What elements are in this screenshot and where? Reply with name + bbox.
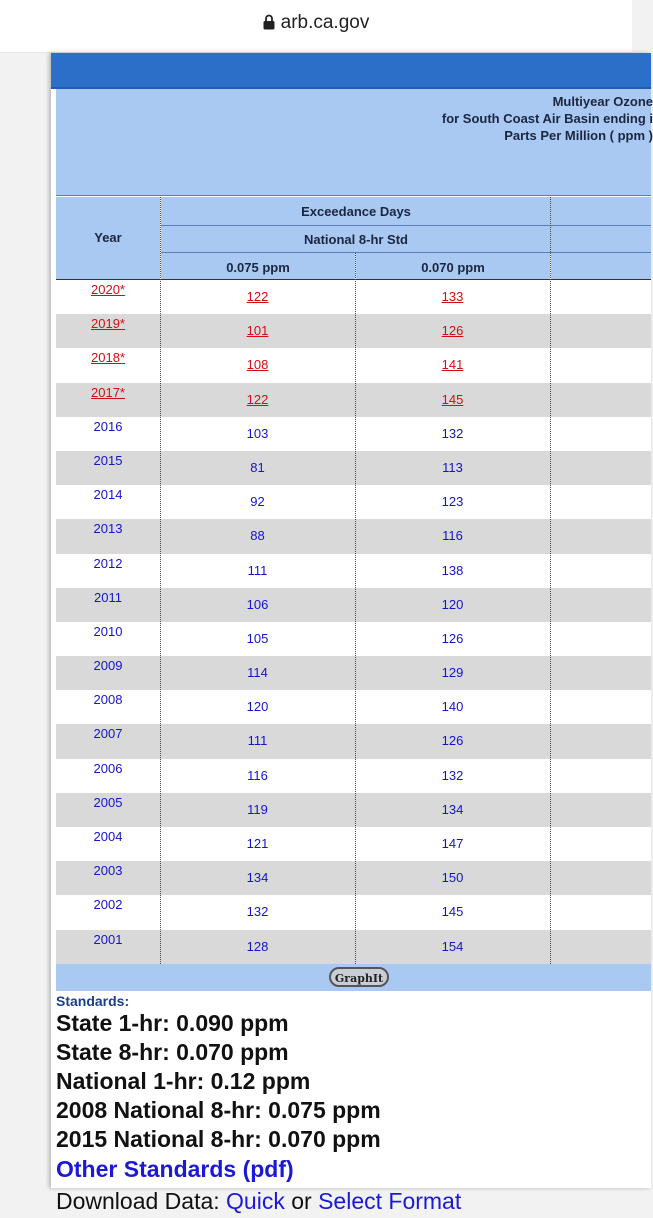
year-cell: 2009	[93, 658, 123, 674]
exceedance-075-cell: 134	[246, 870, 269, 886]
exceedance-075-cell: 128	[246, 938, 269, 954]
exceedance-070-cell: 132	[441, 767, 464, 783]
year-header-label: Year	[94, 230, 122, 245]
title-line-2: for South Coast Air Basin ending i	[441, 111, 653, 126]
url-text: arb.ca.gov	[280, 12, 370, 33]
exceedance-070-cell[interactable]: 133	[441, 289, 464, 304]
year-cell[interactable]: 2020*	[91, 282, 125, 297]
exceedance-075-cell: 120	[246, 699, 269, 715]
column-divider	[160, 197, 161, 964]
exceedance-070-cell: 126	[441, 630, 464, 646]
exceedance-070-cell: 129	[441, 665, 464, 681]
year-cell: 2008	[93, 692, 123, 708]
exceedance-070-cell: 138	[441, 562, 464, 578]
header-divider	[161, 225, 651, 226]
year-cell: 2004	[93, 829, 123, 844]
exceedance-070-cell: 126	[441, 733, 464, 749]
standards-section	[56, 993, 651, 1218]
table-row	[56, 622, 651, 656]
header-divider	[161, 252, 651, 253]
standards-heading: Standards:	[56, 993, 130, 1009]
exceedance-header	[161, 197, 651, 225]
exceedance-070-cell: 140	[441, 699, 464, 715]
year-cell: 2010	[93, 623, 123, 639]
table-row	[56, 793, 651, 827]
exceedance-075-cell: 103	[246, 425, 269, 441]
year-cell: 2016	[93, 418, 123, 434]
table-row	[56, 724, 651, 758]
table-row	[56, 485, 651, 519]
year-cell[interactable]: 2017*	[91, 384, 125, 400]
exceedance-075-cell: 105	[246, 630, 269, 646]
exceedance-070-cell: 147	[441, 836, 464, 851]
exceedance-070-cell: 145	[441, 904, 464, 920]
table-row	[56, 280, 651, 314]
exceedance-075-cell[interactable]: 122	[246, 391, 269, 407]
exceedance-070-cell: 134	[441, 801, 464, 817]
exceedance-075-cell: 116	[247, 767, 268, 783]
exceedance-070-cell[interactable]: 145	[441, 391, 464, 407]
quick-download-link[interactable]: Quick	[226, 1188, 285, 1214]
year-cell: 2015	[93, 452, 123, 468]
year-cell: 2006	[93, 760, 123, 776]
download-or: or	[291, 1188, 312, 1214]
year-cell: 2005	[93, 794, 123, 810]
column-divider	[550, 197, 551, 964]
title-line-3: Parts Per Million ( ppm )	[504, 128, 653, 143]
graph-bar	[56, 964, 651, 991]
year-cell: 2001	[93, 931, 123, 947]
exceedance-075-cell[interactable]: 101	[246, 323, 269, 339]
exceedance-075-cell: 88	[250, 528, 265, 544]
standard-line: State 1-hr: 0.090 ppm	[56, 1010, 289, 1036]
select-format-link[interactable]: Select Format	[318, 1188, 462, 1214]
year-cell: 2013	[93, 521, 123, 537]
other-standards-link[interactable]: Other Standards (pdf)	[56, 1156, 294, 1182]
year-cell[interactable]: 2018*	[91, 350, 125, 366]
table-row	[56, 383, 651, 417]
table-row	[56, 348, 651, 382]
exceedance-070-cell: 116	[442, 528, 463, 544]
col-075-header-label: 0.075 ppm	[226, 260, 290, 275]
browser-address-bar[interactable]	[0, 0, 632, 53]
standard-line: National 1-hr: 0.12 ppm	[56, 1068, 311, 1094]
table-title-block	[56, 89, 651, 196]
table-row	[56, 759, 651, 793]
exceedance-075-cell[interactable]: 122	[246, 289, 269, 304]
url-display[interactable]	[0, 12, 632, 34]
exceedance-070-cell[interactable]: 141	[441, 357, 464, 373]
lock-icon	[263, 14, 275, 30]
exceedance-075-cell: 106	[246, 596, 269, 612]
table-row	[56, 656, 651, 690]
year-cell: 2007	[93, 726, 123, 742]
standard-line: 2008 National 8-hr: 0.075 ppm	[56, 1097, 381, 1123]
page-content	[51, 53, 653, 1214]
exceedance-070-cell: 113	[442, 459, 463, 475]
table-row	[56, 314, 651, 348]
table-row	[56, 554, 651, 588]
table-row	[56, 861, 651, 895]
col-075-header	[161, 253, 355, 280]
standard-header-label: National 8-hr Std	[303, 232, 408, 247]
table-row	[56, 519, 651, 553]
table-title	[233, 93, 653, 144]
table-row	[56, 588, 651, 622]
exceedance-075-cell: 132	[246, 904, 269, 920]
standard-line: State 8-hr: 0.070 ppm	[56, 1039, 289, 1065]
graphit-button[interactable]: GraphIt	[329, 967, 389, 987]
data-table-body	[56, 280, 651, 964]
exceedance-070-cell: 120	[441, 596, 464, 612]
exceedance-070-cell: 154	[441, 938, 464, 954]
exceedance-header-label: Exceedance Days	[301, 204, 411, 219]
table-row	[56, 417, 651, 451]
table-row	[56, 895, 651, 929]
exceedance-075-cell: 119	[247, 801, 268, 817]
table-row	[56, 690, 651, 724]
table-row	[56, 827, 651, 861]
top-banner	[51, 53, 651, 89]
col-070-header-label: 0.070 ppm	[421, 260, 485, 275]
exceedance-075-cell: 111	[247, 733, 268, 749]
title-line-1: Multiyear Ozone	[552, 94, 653, 109]
download-data	[56, 1184, 651, 1218]
exceedance-070-cell: 132	[441, 425, 464, 441]
col-070-header	[356, 253, 550, 280]
table-row	[56, 930, 651, 964]
year-cell: 2012	[93, 555, 123, 571]
year-cell: 2003	[93, 863, 123, 879]
year-cell: 2002	[93, 897, 123, 913]
col-extra-header	[551, 253, 651, 280]
exceedance-075-cell: 81	[250, 459, 265, 475]
exceedance-075-cell[interactable]: 108	[246, 357, 269, 373]
exceedance-075-cell: 92	[250, 494, 265, 510]
exceedance-070-cell: 150	[441, 870, 464, 886]
year-header	[56, 197, 160, 280]
column-divider	[355, 253, 356, 964]
standard-header	[161, 226, 651, 252]
year-cell: 2014	[93, 487, 123, 503]
exceedance-075-cell: 121	[246, 836, 269, 851]
exceedance-070-cell: 123	[441, 494, 464, 510]
exceedance-070-cell[interactable]: 126	[441, 323, 464, 339]
exceedance-075-cell: 114	[247, 665, 268, 681]
exceedance-075-cell: 111	[247, 562, 268, 578]
year-cell: 2011	[94, 589, 122, 605]
table-row	[56, 451, 651, 485]
download-label: Download Data:	[56, 1188, 220, 1214]
standard-line: 2015 National 8-hr: 0.070 ppm	[56, 1126, 381, 1152]
year-cell[interactable]: 2019*	[91, 316, 125, 332]
